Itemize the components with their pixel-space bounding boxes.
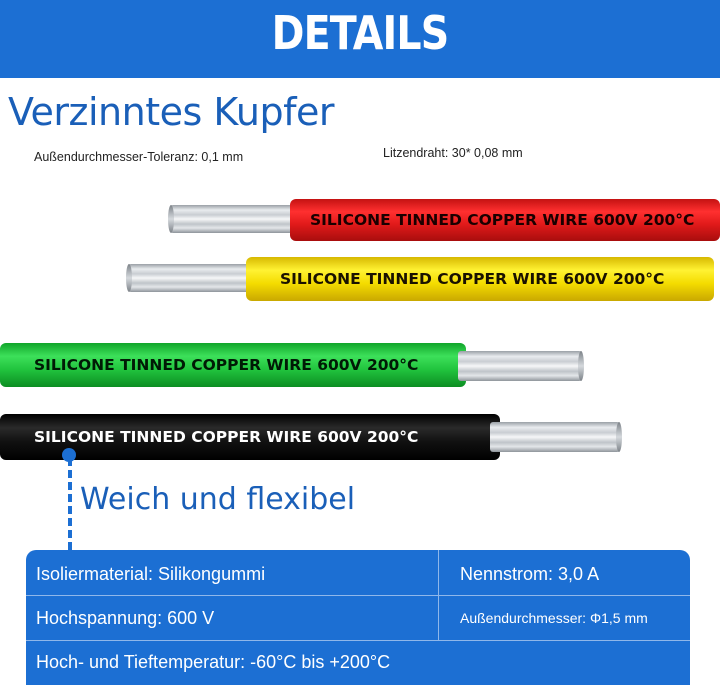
spec-diameter: Außendurchmesser: Φ1,5 mm [460,610,648,626]
spec-insulation: Isoliermaterial: Silikongummi [36,564,266,584]
insulation-green [0,343,466,387]
conductor-yellow [128,264,258,292]
tolerance-note: Außendurchmesser-Toleranz: 0,1 mm [34,150,244,164]
conductor-red [170,205,300,233]
page-heading: Verzinntes Kupfer [8,90,334,134]
wire-label-black: SILICONE TINNED COPPER WIRE 600V 200°C [34,428,419,446]
spec-divider [26,640,690,641]
callout-dashed-line [68,458,72,550]
spec-table [26,550,690,685]
spec-divider [26,595,690,596]
conductor-black [490,422,620,452]
strand-note: Litzendraht: 30* 0,08 mm [383,146,523,160]
flexibility-heading: Weich und flexibel [80,482,356,517]
banner-title: DETAILS [271,6,449,60]
spec-voltage: Hochspannung: 600 V [36,608,215,628]
insulation-red [290,199,720,241]
spec-current: Nennstrom: 3,0 A [460,564,600,584]
spec-temperature: Hoch- und Tieftemperatur: -60°C bis +200°C [36,652,391,672]
conductor-green [458,351,582,381]
wire-label-red: SILICONE TINNED COPPER WIRE 600V 200°C [310,211,695,229]
wire-label-yellow: SILICONE TINNED COPPER WIRE 600V 200°C [280,270,665,288]
wire-label-green: SILICONE TINNED COPPER WIRE 600V 200°C [34,356,419,374]
spec-column-divider [438,550,439,640]
insulation-yellow [246,257,714,301]
header-banner [0,0,720,78]
